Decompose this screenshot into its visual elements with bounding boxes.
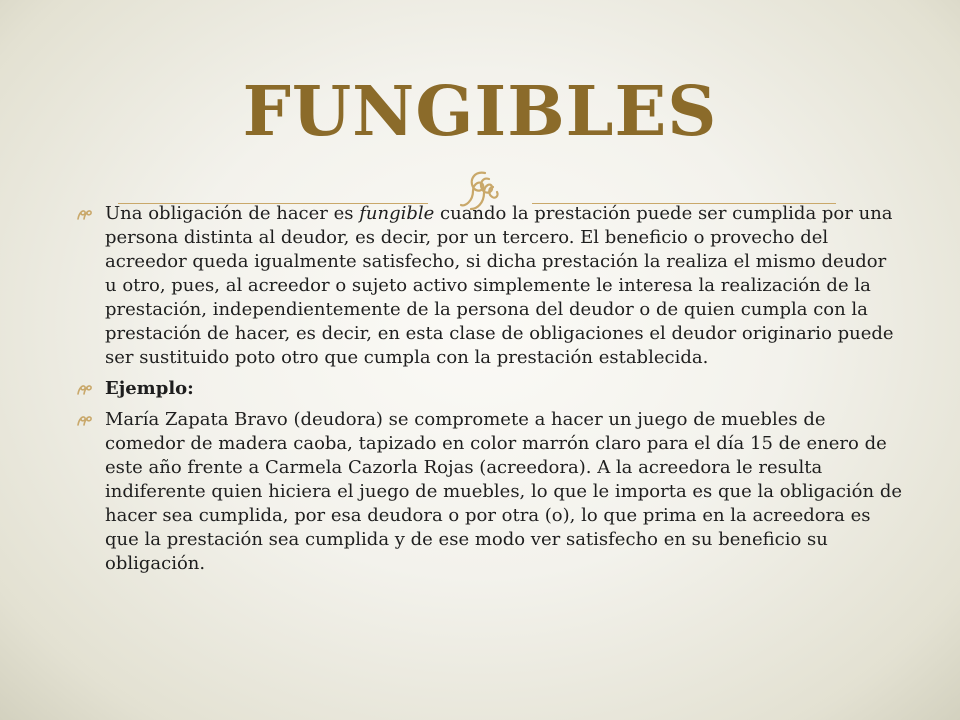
bullet-text-post: cuando la prestación puede ser cumplida por una persona distinta al deudor, es decir, por un tercero. El beneficio o provecho del acreedor queda igualmente satisfecho, si dicha prestación la realiza el mismo deudor u otro, pues, al acreedor o sujeto activo simplemente le interesa la realización de la prestación, independientemente de la persona del deudor o de quien cumpla con la prestación de hacer, es decir, en esta clase de obligaciones el deudor originario puede ser sustituido poto otro que cumpla con la prestación establecida. [105,203,894,368]
bullet-example-text [72,408,902,576]
example-text: María Zapata Bravo (deudora) se compromete a hacer un juego de muebles de comedor de madera caoba, tapizado en color marrón claro para el día 15 de enero de este año frente a Carmela Cazorla Rojas (acreedora). A la acreedora le resulta indiferente quien hiciera el juego de muebles, lo que le importa es que la obligación de hacer sea cumplida, por esa deudora o por otra (o), lo que prima en la acreedora es que la prestación sea cumplida y de ese modo ver satisfecho en su beneficio su obligación. [105,409,903,574]
bullet-example-heading [72,377,902,401]
bullet-text-pre: Una obligación de hacer es [105,203,360,224]
curly-bullet-icon [76,207,94,221]
bullet-definition [72,202,902,370]
curly-bullet-icon [76,413,94,427]
bullet-text-italic: fungible [359,203,435,224]
slide-title: FUNGIBLES [242,72,718,152]
example-label: Ejemplo: [105,378,194,399]
slide-content [72,202,902,583]
curly-bullet-icon [76,382,94,396]
